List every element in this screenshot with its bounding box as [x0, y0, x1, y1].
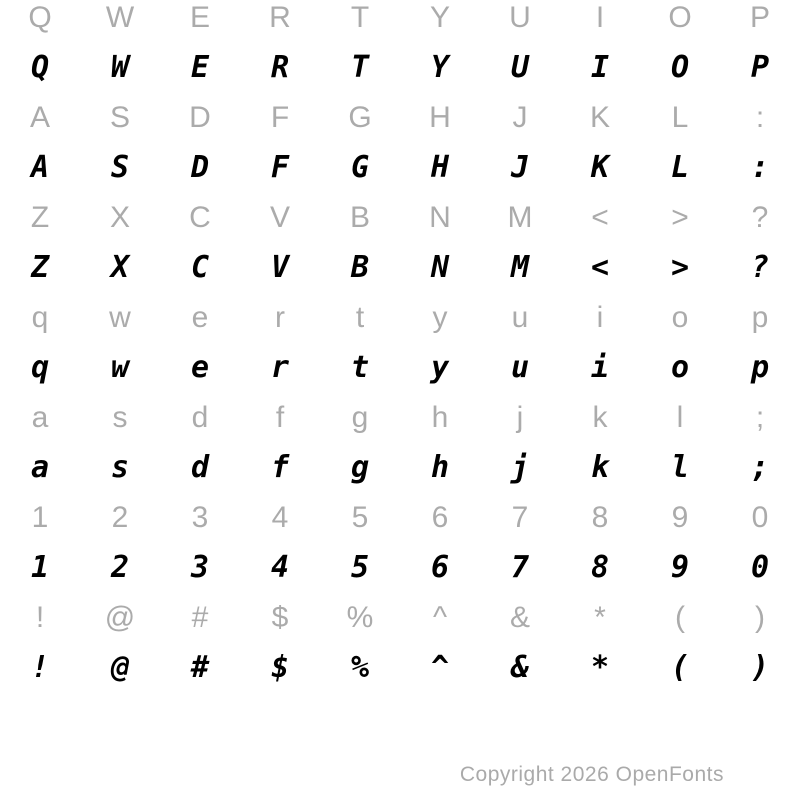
glyph-cell: %: [346, 601, 374, 634]
glyph-cell: T: [350, 50, 370, 85]
glyph-cell: J: [512, 101, 528, 134]
glyph-cell: T: [350, 1, 370, 34]
glyph-cell: !: [35, 601, 45, 634]
glyph-cell: #: [190, 650, 210, 685]
glyph-cell: 0: [751, 501, 769, 534]
glyph-cell: Z: [30, 201, 50, 234]
glyph-cell: A: [30, 150, 50, 185]
glyph-cell: q: [31, 301, 49, 334]
glyph-cell: f: [275, 401, 285, 434]
glyph-cell: M: [510, 250, 530, 285]
glyph-cell: B: [349, 201, 370, 234]
glyph-cell: u: [510, 350, 530, 385]
glyph-cell: 2: [110, 550, 130, 585]
specimen-glyph-row: [0, 243, 800, 293]
specimen-glyph-row: [0, 543, 800, 593]
glyph-cell: ^: [430, 650, 450, 685]
glyph-cell: L: [671, 101, 689, 134]
reference-glyph-row: [0, 393, 800, 443]
glyph-cell: w: [110, 350, 130, 385]
reference-glyph-row: [0, 593, 800, 643]
glyph-cell: U: [510, 50, 530, 85]
glyph-cell: h: [431, 401, 449, 434]
glyph-cell: q: [30, 350, 50, 385]
glyph-cell: 9: [670, 550, 690, 585]
glyph-cell: P: [750, 50, 770, 85]
copyright-text: Copyright 2026 OpenFonts: [459, 763, 724, 786]
glyph-cell: #: [191, 601, 209, 634]
reference-glyph-row: [0, 493, 800, 543]
glyph-cell: B: [350, 250, 370, 285]
glyph-cell: E: [190, 50, 210, 85]
glyph-cell: %: [350, 650, 370, 685]
glyph-cell: R: [270, 50, 290, 85]
glyph-cell: 0: [750, 550, 770, 585]
glyph-cell: 2: [111, 501, 129, 534]
glyph-cell: S: [109, 101, 130, 134]
glyph-cell: l: [670, 450, 690, 485]
glyph-cell: y: [430, 350, 450, 385]
glyph-cell: ;: [755, 401, 765, 434]
glyph-cell: !: [30, 650, 50, 685]
glyph-cell: *: [590, 650, 610, 685]
glyph-cell: O: [668, 1, 692, 34]
glyph-cell: :: [755, 101, 765, 134]
glyph-cell: N: [429, 201, 451, 234]
glyph-cell: $: [271, 601, 289, 634]
specimen-glyph-row: [0, 443, 800, 493]
glyph-cell: l: [676, 401, 684, 434]
glyph-cell: J: [510, 150, 530, 185]
glyph-cell: r: [275, 301, 285, 334]
glyph-cell: X: [110, 250, 130, 285]
glyph-cell: K: [590, 150, 610, 185]
glyph-cell: k: [592, 401, 608, 434]
glyph-cell: 7: [510, 550, 530, 585]
glyph-cell: 9: [671, 501, 689, 534]
glyph-cell: N: [430, 250, 450, 285]
glyph-cell: p: [751, 301, 769, 334]
glyph-cell: ^: [432, 601, 448, 634]
glyph-cell: X: [109, 201, 130, 234]
glyph-cell: i: [596, 301, 604, 334]
reference-glyph-row: [0, 293, 800, 343]
glyph-cell: D: [190, 150, 210, 185]
glyph-cell: >: [671, 201, 689, 234]
glyph-cell: >: [670, 250, 690, 285]
glyph-cell: (: [675, 601, 685, 634]
glyph-cell: @: [110, 650, 130, 685]
glyph-cell: g: [350, 450, 370, 485]
glyph-cell: O: [670, 50, 690, 85]
glyph-cell: <: [590, 250, 610, 285]
reference-glyph-row: [0, 0, 800, 43]
glyph-cell: I: [590, 50, 610, 85]
glyph-cell: y: [432, 301, 448, 334]
glyph-cell: 5: [350, 550, 370, 585]
glyph-cell: 6: [431, 501, 449, 534]
glyph-cell: 5: [351, 501, 369, 534]
glyph-cell: ?: [751, 201, 769, 234]
reference-glyph-row: [0, 193, 800, 243]
glyph-cell: E: [189, 1, 210, 34]
glyph-cell: p: [750, 350, 770, 385]
glyph-cell: W: [105, 1, 135, 34]
glyph-cell: C: [189, 201, 211, 234]
glyph-cell: g: [351, 401, 369, 434]
glyph-cell: w: [109, 301, 131, 334]
glyph-cell: e: [190, 350, 210, 385]
glyph-cell: i: [590, 350, 610, 385]
glyph-cell: S: [110, 150, 130, 185]
glyph-cell: G: [348, 101, 372, 134]
glyph-cell: Y: [429, 1, 450, 34]
glyph-cell: 8: [591, 501, 609, 534]
glyph-cell: h: [430, 450, 450, 485]
specimen-glyph-row: [0, 43, 800, 93]
glyph-cell: Y: [430, 50, 450, 85]
glyph-cell: s: [110, 450, 130, 485]
glyph-cell: ?: [750, 250, 770, 285]
glyph-cell: R: [269, 1, 291, 34]
glyph-cell: u: [511, 301, 529, 334]
glyph-cell: j: [516, 401, 524, 434]
glyph-cell: &: [509, 601, 530, 634]
glyph-cell: 4: [271, 501, 289, 534]
glyph-cell: A: [29, 101, 50, 134]
glyph-cell: ): [755, 601, 765, 634]
specimen-glyph-row: [0, 143, 800, 193]
glyph-cell: d: [190, 450, 210, 485]
glyph-cell: V: [270, 250, 290, 285]
glyph-cell: D: [189, 101, 211, 134]
glyph-cell: W: [110, 50, 130, 85]
glyph-cell: :: [750, 150, 770, 185]
glyph-cell: k: [590, 450, 610, 485]
glyph-cell: ): [750, 650, 770, 685]
glyph-cell: &: [510, 650, 530, 685]
glyph-cell: f: [270, 450, 290, 485]
glyph-cell: o: [671, 301, 689, 334]
glyph-cell: C: [190, 250, 210, 285]
glyph-cell: a: [30, 450, 50, 485]
glyph-cell: Q: [30, 50, 50, 85]
glyph-cell: P: [749, 1, 770, 34]
glyph-cell: @: [104, 601, 136, 634]
glyph-cell: <: [591, 201, 609, 234]
glyph-cell: e: [191, 301, 209, 334]
glyph-cell: t: [355, 301, 365, 334]
glyph-cell: s: [112, 401, 128, 434]
glyph-cell: 3: [190, 550, 210, 585]
glyph-cell: 1: [30, 550, 50, 585]
glyph-cell: H: [430, 150, 450, 185]
glyph-cell: M: [507, 201, 533, 234]
glyph-cell: t: [350, 350, 370, 385]
glyph-cell: Z: [30, 250, 50, 285]
glyph-cell: 4: [270, 550, 290, 585]
glyph-cell: ;: [750, 450, 770, 485]
glyph-cell: r: [270, 350, 290, 385]
glyph-cell: H: [429, 101, 451, 134]
glyph-cell: (: [670, 650, 690, 685]
glyph-cell: K: [589, 101, 610, 134]
glyph-cell: 7: [511, 501, 529, 534]
glyph-cell: Q: [28, 1, 52, 34]
glyph-cell: 6: [430, 550, 450, 585]
glyph-cell: F: [270, 101, 290, 134]
glyph-cell: 1: [31, 501, 49, 534]
glyph-cell: o: [670, 350, 690, 385]
glyph-cell: $: [270, 650, 290, 685]
glyph-cell: I: [595, 1, 605, 34]
glyph-cell: d: [191, 401, 209, 434]
glyph-cell: 3: [191, 501, 209, 534]
specimen-glyph-row: [0, 643, 800, 693]
reference-glyph-row: [0, 93, 800, 143]
glyph-cell: *: [594, 601, 606, 634]
specimen-glyph-row: [0, 343, 800, 393]
glyph-cell: G: [350, 150, 370, 185]
glyph-cell: j: [510, 450, 530, 485]
glyph-cell: 8: [590, 550, 610, 585]
glyph-cell: V: [269, 201, 290, 234]
glyph-cell: L: [670, 150, 690, 185]
glyph-cell: a: [31, 401, 49, 434]
glyph-cell: U: [509, 1, 531, 34]
glyph-cell: F: [270, 150, 290, 185]
